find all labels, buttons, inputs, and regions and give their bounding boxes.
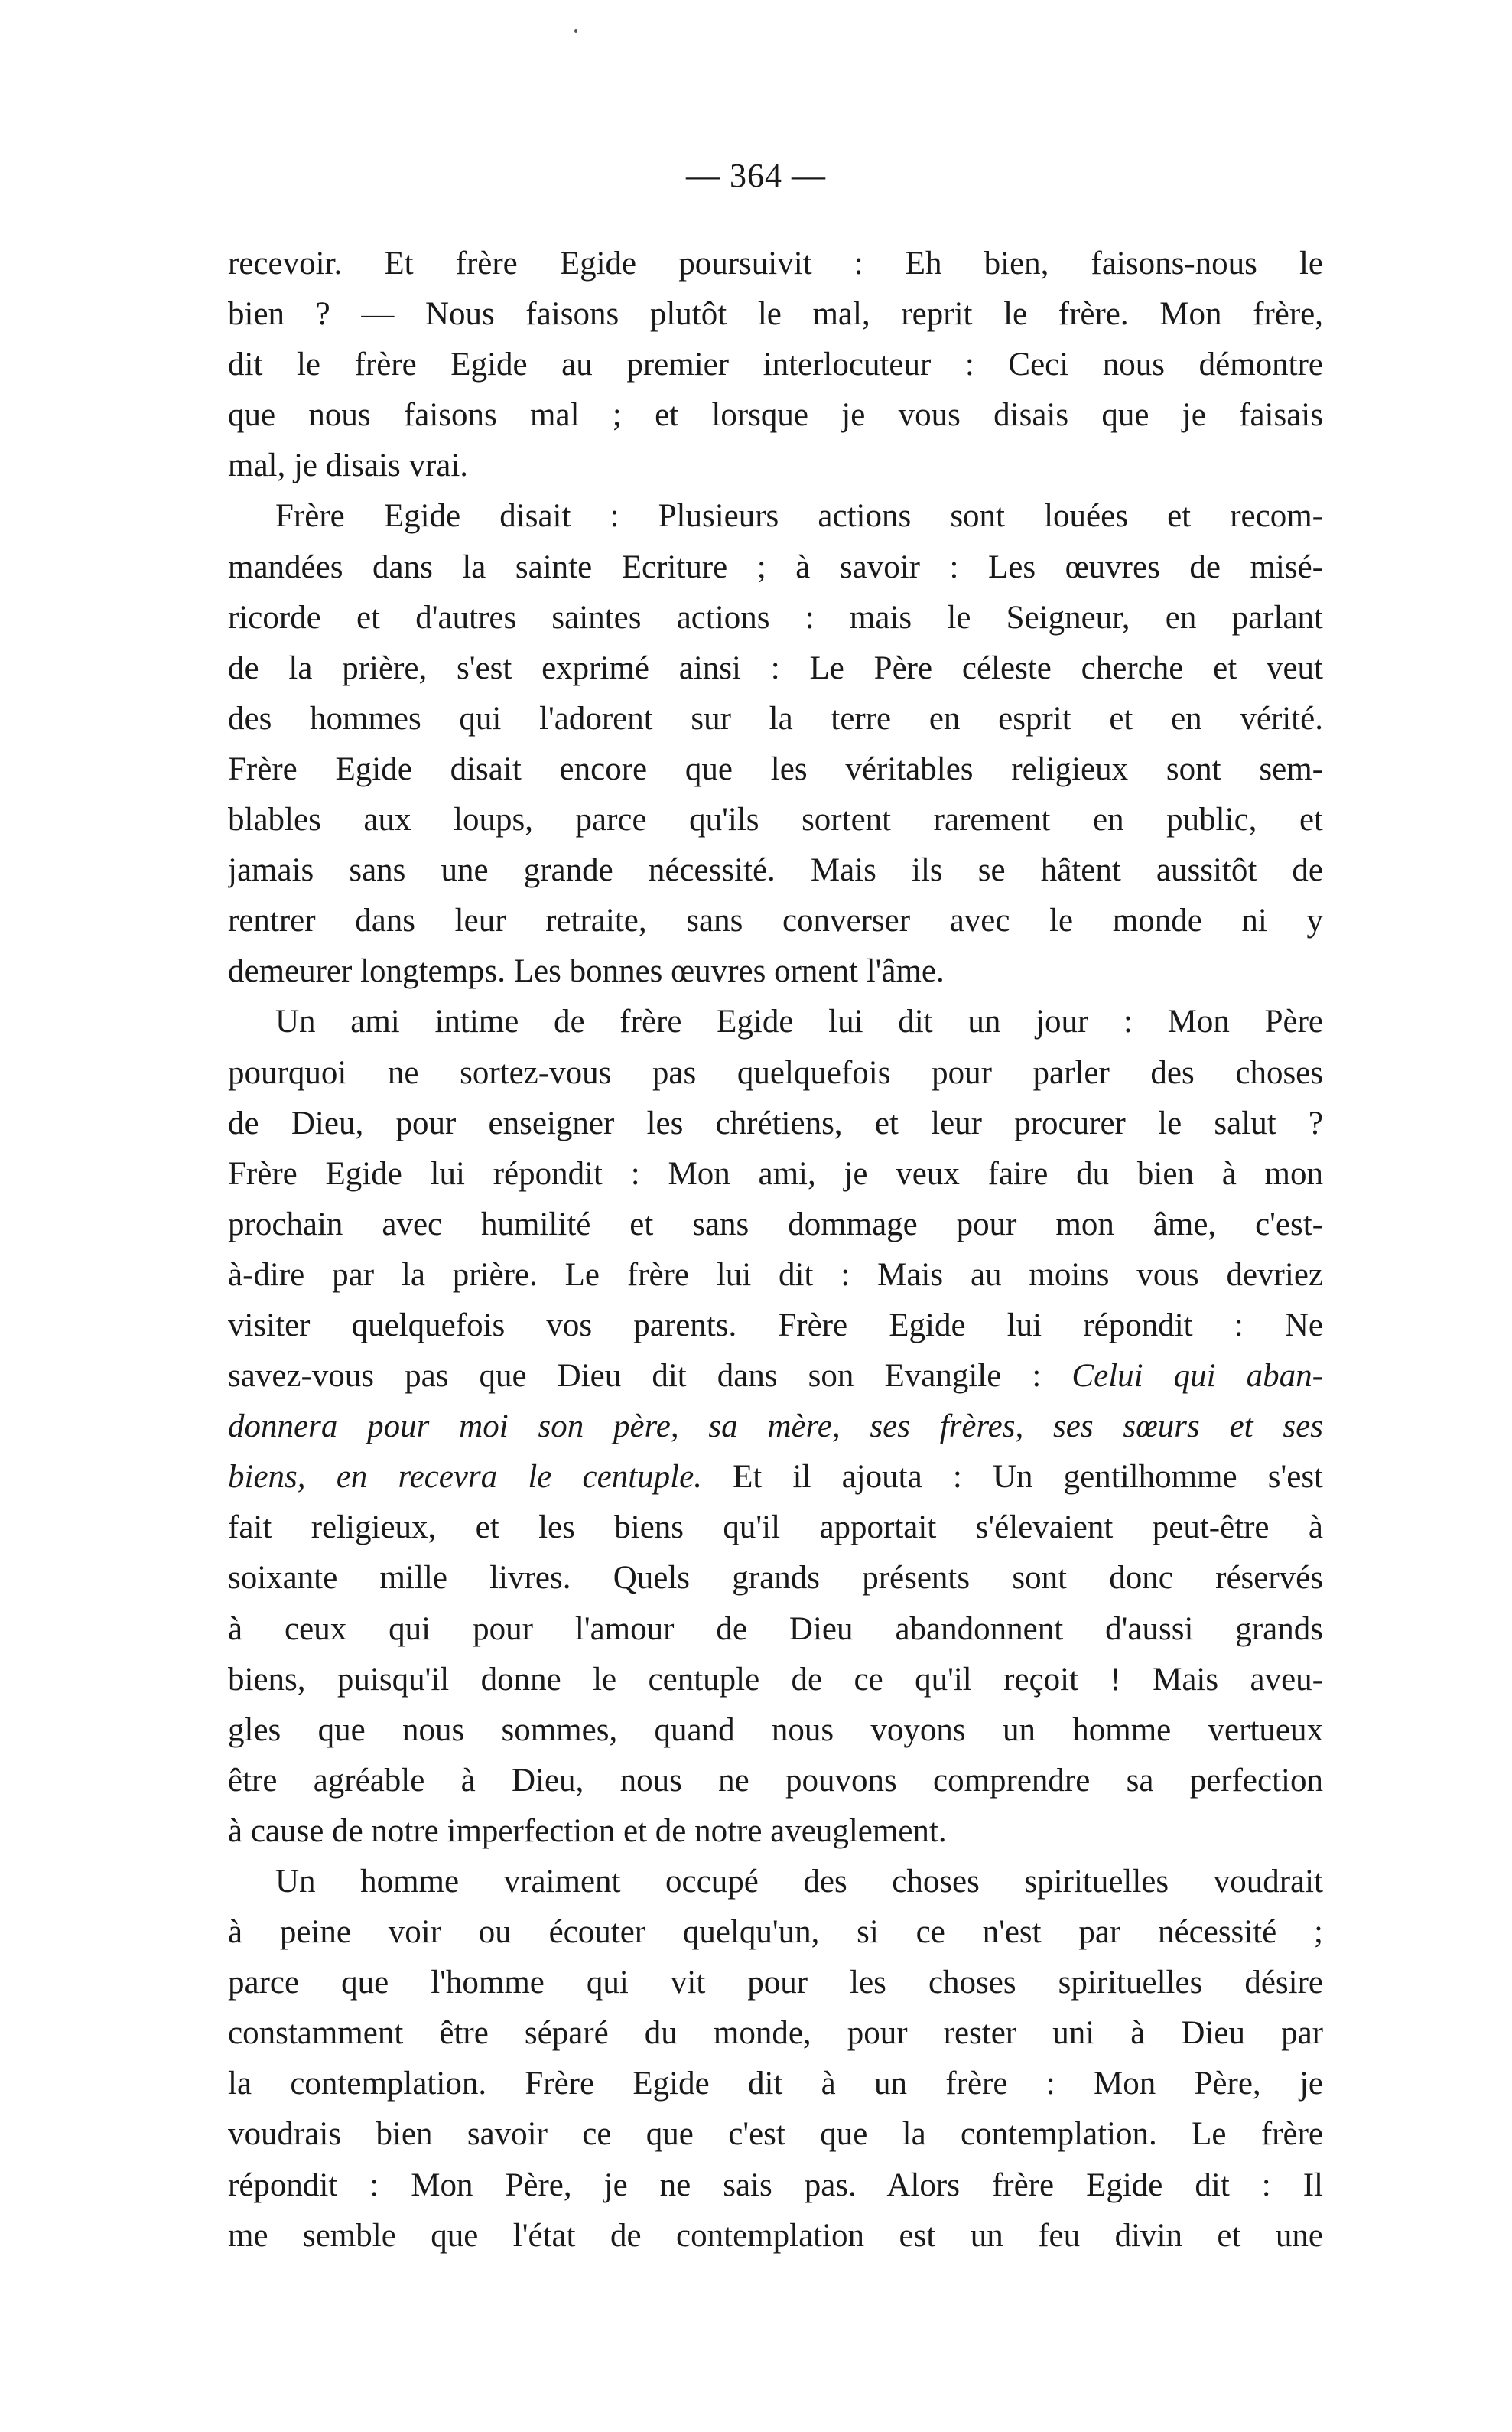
text-segment: rentrer dans leur retraite, sans converser avec le monde ni y bbox=[228, 903, 1323, 939]
text-line bbox=[228, 896, 1323, 946]
text-segment: voudrais bien savoir ce que c'est que la contemplation. Le frère bbox=[228, 2116, 1323, 2153]
text-segment: la contemplation. Frère Egide dit à un frère : Mon Père, je bbox=[228, 2066, 1323, 2102]
text-line bbox=[228, 795, 1323, 845]
text-segment: parce que l'homme qui vit pour les choses spirituelles désire bbox=[228, 1965, 1323, 2001]
text-segment: Un ami intime de frère Egide lui dit un jour : Mon Père bbox=[275, 1004, 1323, 1040]
text-segment: constamment être séparé du monde, pour rester uni à Dieu par bbox=[228, 2015, 1323, 2052]
text-line bbox=[228, 390, 1323, 441]
text-segment: savez-vous pas que Dieu dit dans son Evangile : bbox=[228, 1358, 1072, 1395]
text-line bbox=[228, 1604, 1323, 1655]
text-line bbox=[228, 542, 1323, 593]
text-segment: gles que nous sommes, quand nous voyons un homme vertueux bbox=[228, 1711, 1323, 1748]
text-line bbox=[228, 2008, 1323, 2059]
text-line bbox=[228, 1452, 1323, 1503]
text-line bbox=[228, 1705, 1323, 1756]
text-segment: demeurer longtemps. Les bonnes œuvres ornent l'âme. bbox=[228, 953, 945, 990]
text-line bbox=[228, 2059, 1323, 2109]
text-segment: jamais sans une grande nécessité. Mais ils se hâtent aussitôt de bbox=[228, 852, 1323, 889]
text-segment: que nous faisons mal ; et lorsque je vous disais que je faisais bbox=[228, 397, 1323, 434]
text-line bbox=[228, 441, 1323, 491]
text-line bbox=[228, 1958, 1323, 2008]
text-segment: me semble que l'état de contemplation est un feu divin et une bbox=[228, 2217, 1323, 2254]
text-line bbox=[228, 1250, 1323, 1301]
text-segment: des hommes qui l'adorent sur la terre en esprit et en vérité. bbox=[228, 700, 1323, 737]
text-segment: prochain avec humilité et sans dommage pour mon âme, c'est- bbox=[228, 1206, 1323, 1242]
text-segment: mandées dans la sainte Ecriture ; à savoir : Les œuvres de misé- bbox=[228, 549, 1323, 585]
text-segment: de Dieu, pour enseigner les chrétiens, et leur procurer le salut ? bbox=[228, 1105, 1323, 1141]
text-segment: soixante mille livres. Quels grands présents sont donc réservés bbox=[228, 1560, 1323, 1597]
body-text bbox=[228, 239, 1323, 2261]
text-segment: Frère Egide disait : Plusieurs actions sont louées et recom- bbox=[275, 498, 1323, 535]
text-line bbox=[228, 1149, 1323, 1200]
text-line bbox=[228, 491, 1323, 542]
italic-text-segment: Celui qui aban- bbox=[1071, 1358, 1323, 1395]
text-segment: répondit : Mon Père, je ne sais pas. Alors frère Egide dit : Il bbox=[228, 2167, 1323, 2203]
page-number: — 364 — bbox=[686, 157, 826, 194]
text-line bbox=[228, 1655, 1323, 1705]
text-segment: Frère Egide disait encore que les véritables religieux sont sem- bbox=[228, 750, 1323, 787]
italic-text-segment: donnera pour moi son père, sa mère, ses frères, ses sœurs et ses bbox=[228, 1408, 1323, 1445]
text-line bbox=[228, 1048, 1323, 1099]
text-line bbox=[228, 2109, 1323, 2160]
text-line bbox=[228, 1301, 1323, 1351]
text-segment: ricorde et d'autres saintes actions : mais le Seigneur, en parlant bbox=[228, 599, 1323, 636]
text-segment: recevoir. Et frère Egide poursuivit : Eh bien, faisons-nous le bbox=[228, 246, 1323, 282]
text-line bbox=[228, 744, 1323, 795]
text-line bbox=[228, 1907, 1323, 1958]
text-line bbox=[228, 1351, 1323, 1402]
text-line bbox=[228, 1806, 1323, 1857]
text-segment: Et il ajouta : Un gentilhomme s'est bbox=[701, 1459, 1323, 1496]
text-segment: bien ? — Nous faisons plutôt le mal, reprit le frère. Mon frère, bbox=[228, 296, 1323, 333]
text-line bbox=[228, 1099, 1323, 1149]
text-segment: pourquoi ne sortez-vous pas quelquefois pour parler des choses bbox=[228, 1054, 1323, 1091]
text-line bbox=[228, 1857, 1323, 1907]
text-line bbox=[228, 289, 1323, 340]
text-line bbox=[228, 239, 1323, 289]
text-segment: Un homme vraiment occupé des choses spirituelles voudrait bbox=[275, 1864, 1323, 1900]
text-line bbox=[228, 1553, 1323, 1603]
text-line bbox=[228, 643, 1323, 694]
text-segment: être agréable à Dieu, nous ne pouvons comprendre sa perfection bbox=[228, 1762, 1323, 1799]
text-segment: à cause de notre imperfection et de notre aveuglement. bbox=[228, 1812, 947, 1849]
text-segment: à-dire par la prière. Le frère lui dit : Mais au moins vous devriez bbox=[228, 1256, 1323, 1293]
text-line bbox=[228, 1503, 1323, 1553]
text-line bbox=[228, 1402, 1323, 1452]
text-line bbox=[228, 946, 1323, 997]
text-line bbox=[228, 2211, 1323, 2261]
text-line bbox=[228, 2160, 1323, 2211]
text-line bbox=[228, 845, 1323, 896]
text-segment: à peine voir ou écouter quelqu'un, si ce n'est par nécessité ; bbox=[228, 1914, 1323, 1951]
text-segment: Frère Egide lui répondit : Mon ami, je veux faire du bien à mon bbox=[228, 1155, 1323, 1192]
print-speck bbox=[574, 29, 577, 33]
text-line bbox=[228, 1200, 1323, 1250]
text-segment: visiter quelquefois vos parents. Frère Egide lui répondit : Ne bbox=[228, 1307, 1323, 1343]
text-segment: mal, je disais vrai. bbox=[228, 448, 469, 484]
italic-text-segment: biens, en recevra le centuple. bbox=[228, 1459, 702, 1496]
text-segment: biens, puisqu'il donne le centuple de ce qu'il reçoit ! Mais aveu- bbox=[228, 1661, 1323, 1698]
text-line bbox=[228, 593, 1323, 643]
text-line bbox=[228, 340, 1323, 390]
text-segment: dit le frère Egide au premier interlocuteur : Ceci nous démontre bbox=[228, 347, 1323, 383]
text-line bbox=[228, 694, 1323, 744]
text-segment: fait religieux, et les biens qu'il apportait s'élevaient peut-être à bbox=[228, 1509, 1323, 1546]
text-segment: de la prière, s'est exprimé ainsi : Le Père céleste cherche et veut bbox=[228, 650, 1323, 686]
text-line bbox=[228, 997, 1323, 1047]
text-line bbox=[228, 1756, 1323, 1806]
text-segment: blables aux loups, parce qu'ils sortent rarement en public, et bbox=[228, 802, 1323, 838]
text-segment: à ceux qui pour l'amour de Dieu abandonnent d'aussi grands bbox=[228, 1610, 1323, 1647]
